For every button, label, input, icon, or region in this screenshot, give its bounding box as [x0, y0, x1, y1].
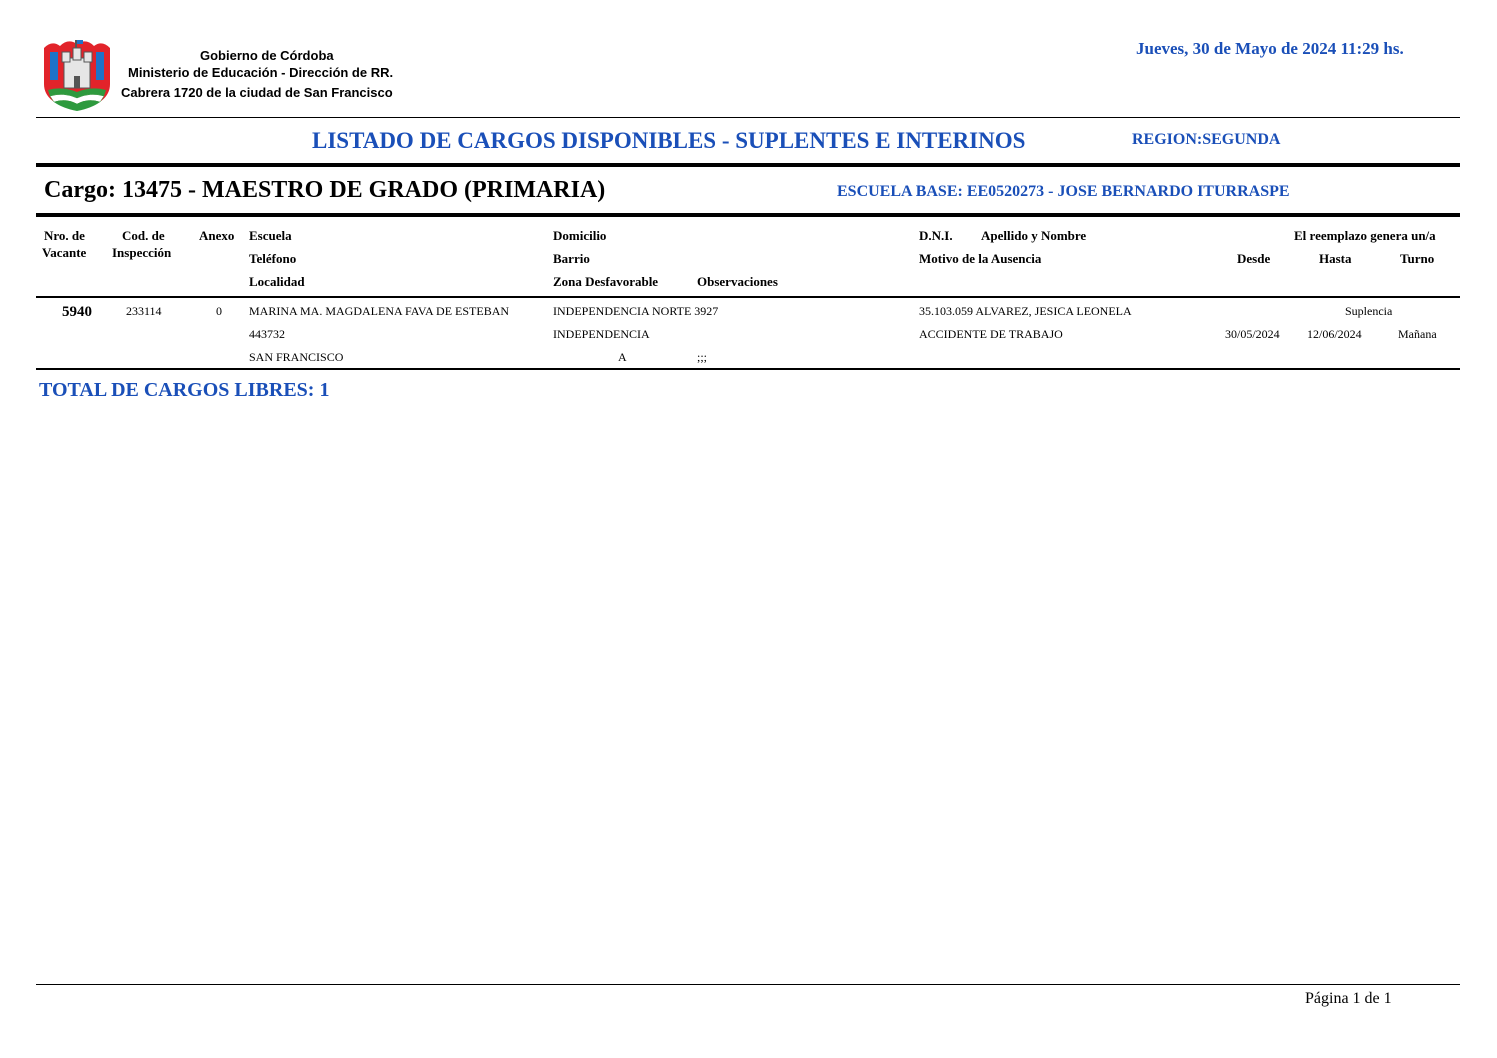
row-escuela: MARINA MA. MAGDALENA FAVA DE ESTEBAN: [249, 304, 510, 318]
col-cod-1: Cod. de: [122, 228, 165, 243]
address: Cabrera 1720 de la ciudad de San Francisco: [121, 85, 393, 100]
cargo-title: Cargo: 13475 - MAESTRO DE GRADO (PRIMARIA): [44, 177, 606, 203]
title-rule: [36, 163, 1460, 167]
col-hasta: Hasta: [1319, 251, 1352, 266]
col-motivo: Motivo de la Ausencia: [919, 251, 1042, 266]
row-telefono: 443732: [249, 327, 285, 341]
page-title: LISTADO DE CARGOS DISPONIBLES - SUPLENTES E INTERINOS: [312, 128, 1026, 153]
footer-rule: [36, 984, 1460, 985]
col-nro-2: Vacante: [42, 245, 87, 260]
col-turno: Turno: [1400, 251, 1435, 266]
top-rule: [36, 117, 1460, 118]
gov-name: Gobierno de Córdoba: [200, 48, 334, 63]
ministry-name: Ministerio de Educación - Dirección de RR.: [128, 65, 394, 80]
page-number: Página 1 de 1: [1305, 990, 1392, 1007]
col-desde: Desde: [1237, 251, 1271, 266]
col-anexo: Anexo: [199, 228, 235, 243]
row-domicilio: INDEPENDENCIA NORTE 3927: [553, 304, 719, 318]
col-barrio: Barrio: [553, 251, 590, 266]
col-nro-1: Nro. de: [44, 228, 85, 243]
row-anexo: 0: [216, 304, 222, 318]
header-rule: [36, 296, 1460, 298]
row-desde: 30/05/2024: [1225, 327, 1280, 341]
escuela-base: ESCUELA BASE: EE0520273 - JOSE BERNARDO ITURRASPE: [837, 183, 1290, 200]
row-reemplazo: Suplencia: [1345, 304, 1393, 318]
row-zona: A: [618, 350, 627, 364]
row-cod: 233114: [126, 304, 162, 318]
col-apellido: Apellido y Nombre: [981, 228, 1087, 243]
row-turno: Mañana: [1398, 327, 1437, 341]
col-reemplazo: El reemplazo genera un/a: [1294, 228, 1436, 243]
col-escuela: Escuela: [249, 228, 292, 243]
cargo-rule: [36, 213, 1460, 217]
row-dni-nombre: 35.103.059 ALVAREZ, JESICA LEONELA: [919, 304, 1132, 318]
row-localidad: SAN FRANCISCO: [249, 350, 344, 364]
col-telefono: Teléfono: [249, 251, 297, 266]
col-domicilio: Domicilio: [553, 228, 607, 243]
row-barrio: INDEPENDENCIA: [553, 327, 650, 341]
col-observaciones: Observaciones: [697, 274, 778, 289]
col-dni: D.N.I.: [919, 228, 953, 243]
coat-of-arms-logo: [40, 34, 114, 114]
row-motivo: ACCIDENTE DE TRABAJO: [919, 327, 1063, 341]
region-label: REGION:SEGUNDA: [1132, 131, 1281, 148]
row-hasta: 12/06/2024: [1307, 327, 1362, 341]
report-datetime: Jueves, 30 de Mayo de 2024 11:29 hs.: [1136, 39, 1404, 58]
row-rule: [36, 368, 1460, 370]
row-nro: 5940: [62, 304, 92, 320]
col-zona: Zona Desfavorable: [553, 274, 659, 289]
col-cod-2: Inspección: [112, 245, 172, 260]
row-observaciones: ;;;: [697, 350, 708, 364]
col-localidad: Localidad: [249, 274, 305, 289]
total-cargos: TOTAL DE CARGOS LIBRES: 1: [39, 379, 330, 401]
